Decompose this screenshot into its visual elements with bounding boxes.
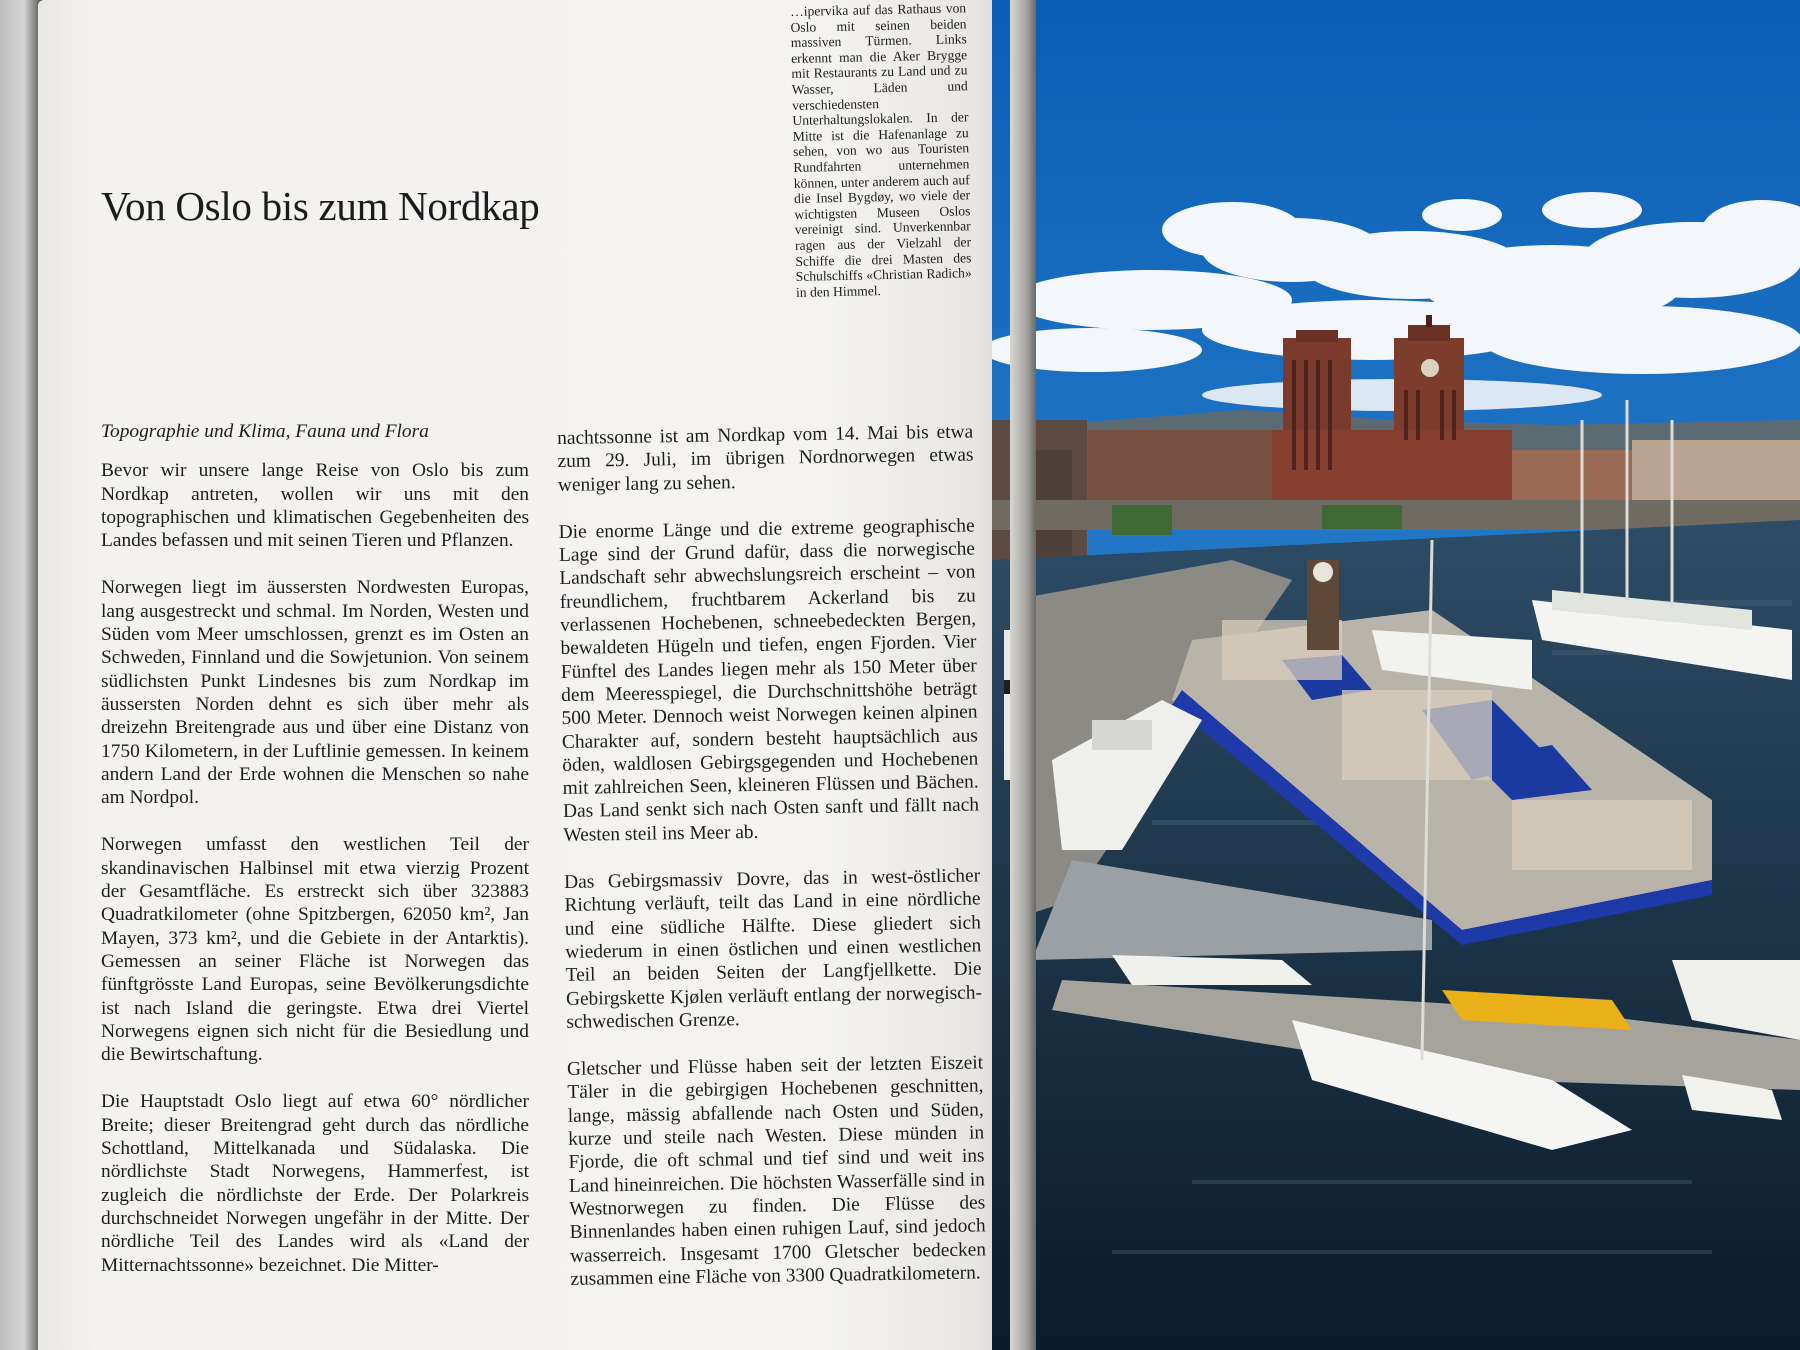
paragraph: Die Hauptstadt Oslo liegt auf etwa 60° nördlicher Breite; dieser Breitengrad geht durch das nördliche Schottland, Mittelkanada und Südalaska. Die nördlichste Stadt Norwegens, Hammerfest, ist zugleich die nördlichste der Erde. Der Polarkreis durchschneidet Norwegen ungefähr in der Mitte. Der nördliche Teil des Landes wird als «Land der Mitternachtssonne» bezeichnet. Die Mitter- — [101, 1091, 529, 1276]
photo-caption: …ipervika auf das Rathaus von Oslo mit seinen beiden massiven Türmen. Links erkennt man die Aker Brygge mit Restaurants zu Land und zu Wasser, Läden und verschiedensten Unterhaltungslokalen. In der Mitte ist die Hafenanlage zu sehen, von wo aus Touristen Rundfahrten unternehmen können, unter anderem auch auf die Insel Bygdøy, wo viele der wichtigsten Museen Oslos vereinigt sind. Unverkennbar ragen aus der Vielzahl der Schiffe die drei Masten des Schulschiffs «Christian Radich» in den Himmel. — [790, 0, 972, 300]
paragraph: nachtssonne ist am Nordkap vom 14. Mai bis etwa zum 29. Juli, im übrigen Nordnorwegen etwas weniger lang zu sehen. — [557, 421, 974, 496]
book-gutter — [1010, 0, 1036, 1350]
section-subheading: Topographie und Klima, Fauna und Flora — [101, 421, 429, 442]
paragraph: Bevor wir unsere lange Reise von Oslo bis zum Nordkap antreten, wollen wir uns mit den topographischen und klimatischen Gegebenheiten des Landes befassen und mit seinen Tieren und Pflanzen. — [101, 460, 529, 552]
paragraph: Die enorme Länge und die extreme geographische Lage sind der Grund dafür, dass die norwegische Landschaft sehr abwechslungsreich erscheint – von freundlichem, fruchtbarem Ackerland bis zu verlassenen Hochebenen, schneebedeckten Bergen, bewaldeten Hügeln und tiefen, engen Fjorden. Vier Fünftel des Landes liegen mehr als 150 Meter über dem Meeresspiegel, die Durchschnittshöhe beträgt 500 Meter. Dennoch weist Norwegen keinen alpinen Charakter auf, sondern besteht hauptsächlich aus öden, waldlosen Gebirgsgegenden und Hochebenen mit zahlreichen Seen, kleineren Flüssen und Bächen. Das Land senkt sich nach Osten sanft und fällt nach Westen steil ins Meer ab. — [558, 515, 980, 846]
right-page — [992, 0, 1800, 1350]
chapter-title: Von Oslo bis zum Nordkap — [101, 183, 540, 229]
text-column-right — [557, 420, 987, 1315]
paragraph: Norwegen liegt im äussersten Nordwesten Europas, lang ausgestreckt und schmal. Im Norden, Westen und Süden vom Meer umschlossen, grenzt es im Osten an Schweden, Finnland und die Sowjetunion. Von seinem südlichsten Punkt Lindesnes bis zum Nordkap im äussersten Norden dehnt es sich über mehr als dreizehn Breitengrade aus und über eine Distanz von 1750 Kilometern, in der Luftlinie gemessen. In keinem andern Land der Erde wohnen die Menschen so nahe am Nordpol. — [101, 577, 529, 809]
text-column-left — [101, 420, 529, 1301]
paragraph: Norwegen umfasst den westlichen Teil der skandinavischen Halbinsel mit etwa vierzig Prozent der Gesamtfläche. Es erstreckt sich über 323883 Quadratkilometer (ohne Spitzbergen, 62050 km², Jan Mayen, 373 km², und die Gebiete in der Antarktis). Gemessen an seiner Fläche ist Norwegen das fünftgrösste Land Europas, seine Bevölkerungsdichte ist nach Island die geringste. Etwa drei Viertel Norwegens eignen sich nicht für die Besiedlung und die Bewirtschaftung. — [101, 834, 529, 1066]
paragraph: Das Gebirgsmassiv Dovre, das in west-östlicher Richtung verläuft, teilt das Land in eine nördliche und eine südliche Hälfte. Diese gliedert sich wiederum in einen östlichen und einen westlichen Teil an beiden Seiten der Langfjellkette. Die Gebirgskette Kjølen verläuft entlang der norwegisch-schwedischen Grenze. — [563, 865, 983, 1033]
oslo-harbour-photo — [992, 0, 1800, 1350]
paragraph: Gletscher und Flüsse haben seit der letzten Eiszeit Täler in die gebirgigen Hochebenen geschnitten, lange, mässig abfallende nach Osten und Süden, kurze und steile nach Westen. Diese münden in Fjorde, die oft schmal und tief sind und weit ins Land hineinreichen. Die höchsten Wasserfälle sind in Westnorwegen zu finden. Die Flüsse des Binnenlandes haben einen ruhigen Lauf, sind jedoch wasserreich. Insgesamt 1700 Gletscher bedecken zusammen eine Fläche von 3300 Quadratkilometern. — [566, 1052, 987, 1290]
